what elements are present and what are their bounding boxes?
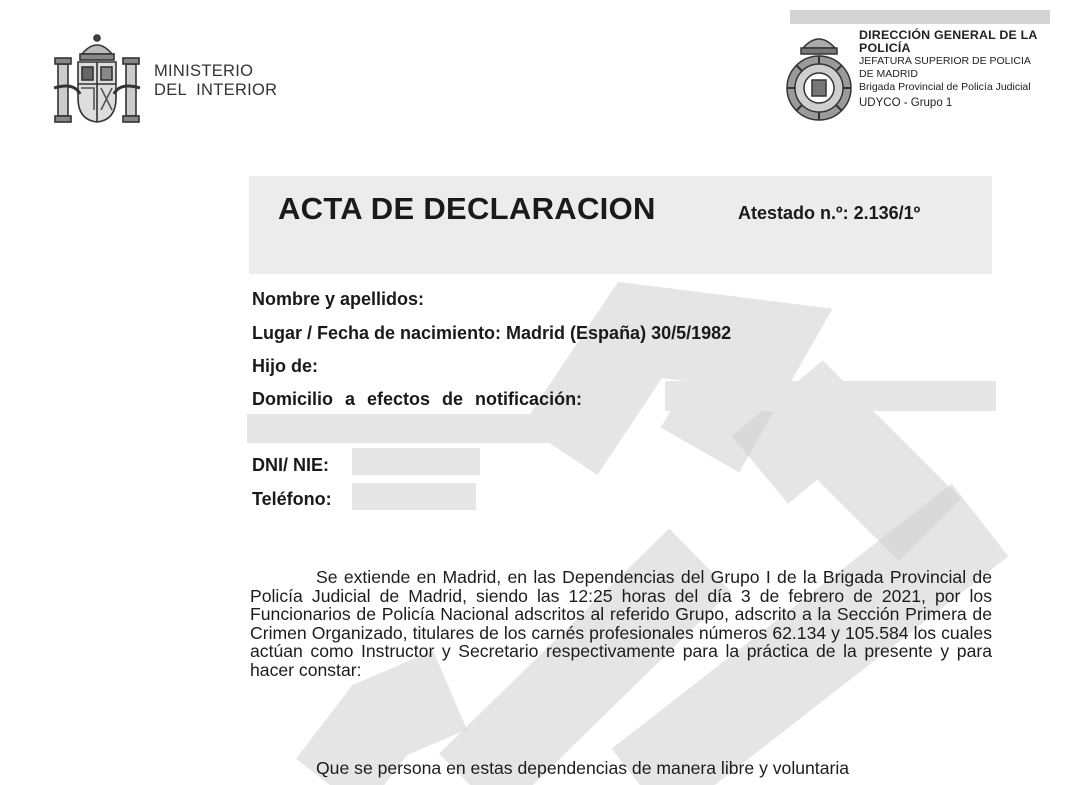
field-domicilio: Domicilio a efectos de notificación: [252, 389, 583, 409]
field-hijo-de: Hijo de: [252, 356, 318, 376]
body-paragraph-1-text: Se extiende en Madrid, en las Dependencias del Grupo I de la Brigada Provincial de Policía Judicial de Madrid, siendo las 12:25 horas del día 3 de febrero de 2021, por los Funcionarios de Policía Nacional adscritos al referido Grupo, adscrito a la Sección Primera de Crimen Organizado, titulares de los carnés profesionales números 62.134 y 105.584 los cuales actúan como Instructor y Secretario respectivamente para la práctica de la presente y para hacer constar: [250, 567, 992, 680]
police-header [859, 29, 1059, 111]
police-unit: UDYCO - Grupo 1 [859, 97, 953, 109]
field-nombre: Nombre y apellidos: [252, 289, 425, 309]
atestado-number: Atestado n.º: 2.136/1º [738, 203, 921, 223]
redaction-telefono [352, 483, 476, 510]
redaction-domicilio-1 [665, 381, 996, 411]
spanish-coat-of-arms-icon [50, 32, 144, 128]
police-line-2: DE MADRID [859, 68, 918, 80]
header-redaction-bar [790, 10, 1050, 24]
police-line-3: Brigada Provincial de Policía Judicial [859, 81, 1031, 93]
police-title: DIRECCIÓN GENERAL DE LA POLICÍA [859, 28, 1038, 55]
redaction-dni [352, 448, 480, 475]
ministry-line-2: DEL INTERIOR [154, 81, 278, 99]
police-line-1: JEFATURA SUPERIOR DE POLICIA [859, 55, 1031, 67]
ministry-line-1: MINISTERIO [154, 62, 254, 80]
field-telefono: Teléfono: [252, 489, 332, 509]
field-lugar-fecha: Lugar / Fecha de nacimiento: Madrid (España) 30/5/1982 [252, 323, 732, 343]
redaction-domicilio-2 [247, 414, 581, 443]
body-paragraph-2 [250, 759, 992, 785]
ministry-name [154, 62, 277, 100]
document-title: ACTA DE DECLARACION [278, 191, 656, 226]
field-dni: DNI/ NIE: [252, 455, 330, 475]
body-paragraph-1 [250, 568, 992, 680]
body-paragraph-2-text: Que se persona en estas dependencias de manera libre y voluntaria [316, 759, 850, 778]
policia-nacional-badge-icon [783, 28, 855, 124]
